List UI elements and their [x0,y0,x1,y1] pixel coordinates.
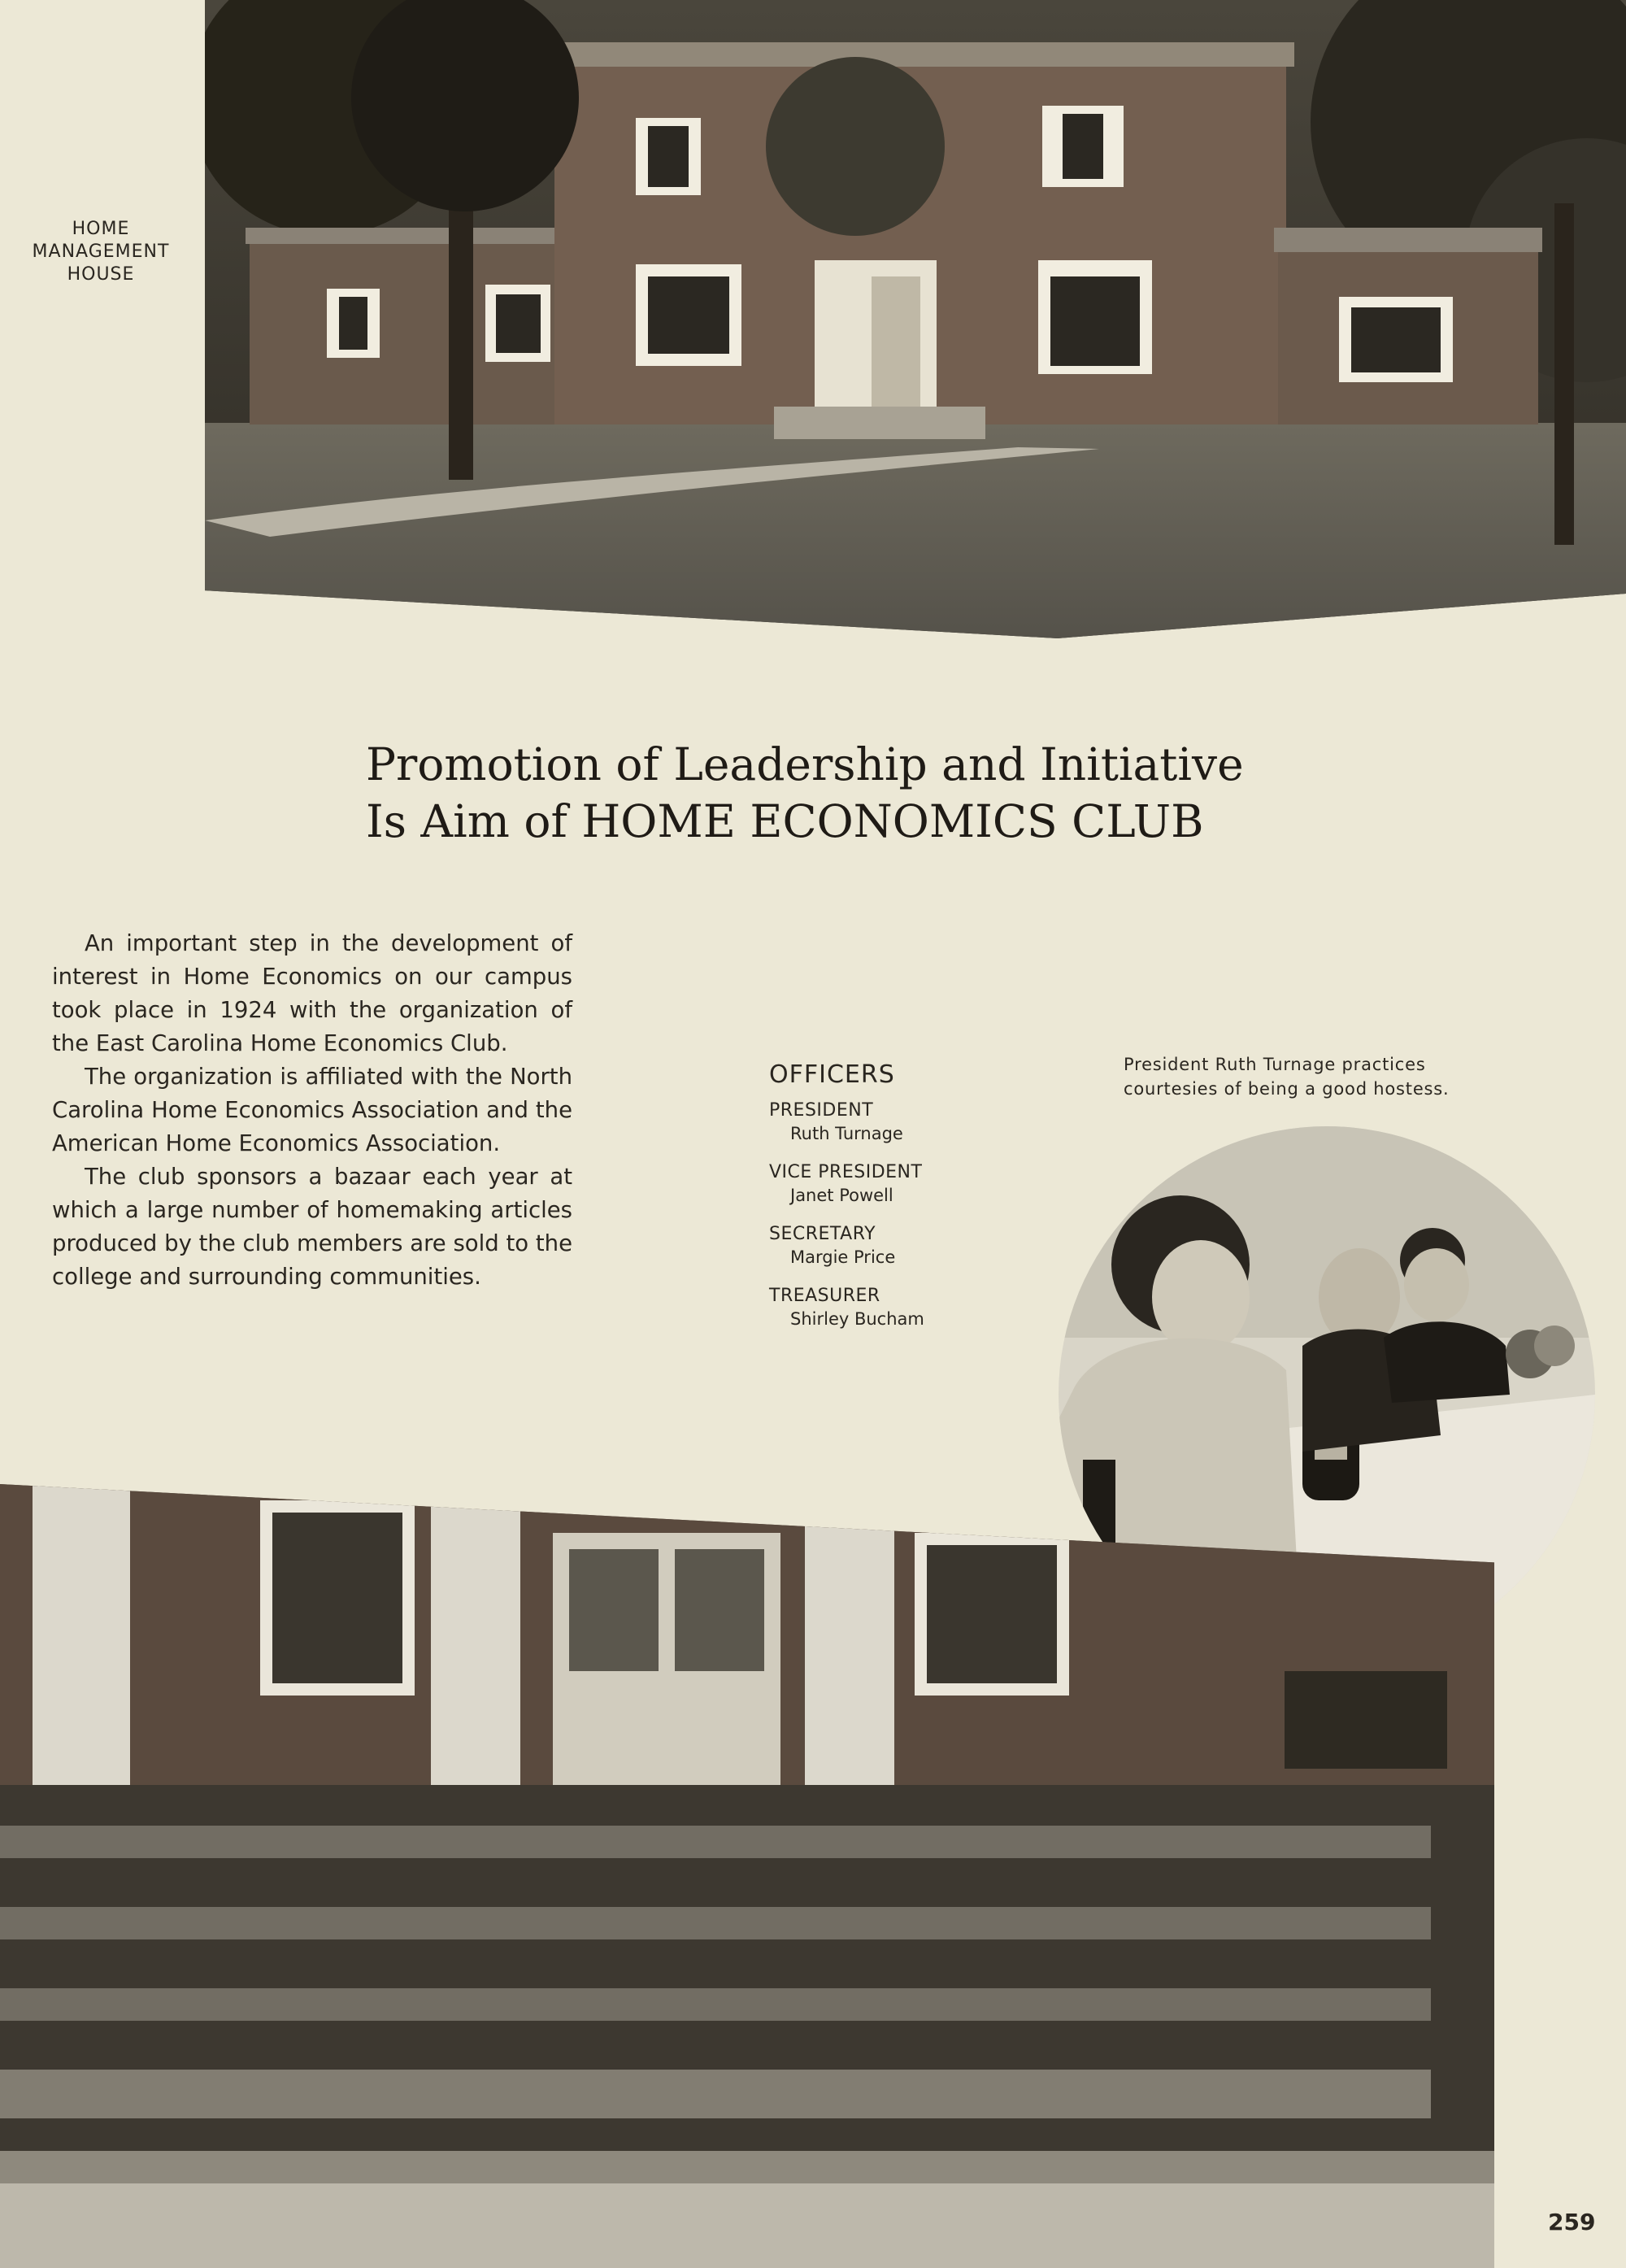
officer-role: TREASURER [769,1286,880,1306]
officer-role: VICE PRESIDENT [769,1162,923,1182]
club-members-group-photo [0,1484,1494,2268]
article-body [52,927,572,1294]
hostess-photo-caption: President Ruth Turnage practices courtesies of being a good hostess. [1124,1055,1450,1099]
house-photo-caption [16,218,185,286]
officer-name: Shirley Bucham [790,1309,924,1329]
body-paragraph: The club sponsors a bazaar each year at which a large number of homemaking articles produced by the club members are sold to the college and surrounding communities. [52,1164,572,1290]
officer-name: Janet Powell [790,1186,893,1205]
body-paragraph: An important step in the development of interest in Home Economics on our campus took place in 1924 with the organization of the East Carolina Home Economics Club. [52,930,572,1056]
headline-line-2: Is Aim of HOME ECONOMICS CLUB [366,795,1204,847]
officer-role: SECRETARY [769,1224,876,1244]
officers-list [769,1059,1029,1347]
headline-line-1: Promotion of Leadership and Initiative [366,738,1244,790]
caption-line: MANAGEMENT [32,242,170,262]
officer-role: PRESIDENT [769,1100,874,1121]
officer-name: Margie Price [790,1247,896,1267]
officers-heading: OFFICERS [769,1060,895,1089]
caption-line: HOME [72,219,130,239]
page-headline [366,736,1301,850]
home-management-house-photo [205,0,1626,638]
body-paragraph: The organization is affiliated with the North Carolina Home Economics Association and the American Home Economics Association. [52,1064,572,1156]
page-number: 259 [1548,2209,1596,2235]
officer-name: Ruth Turnage [790,1124,903,1143]
caption-line: HOUSE [67,264,135,285]
